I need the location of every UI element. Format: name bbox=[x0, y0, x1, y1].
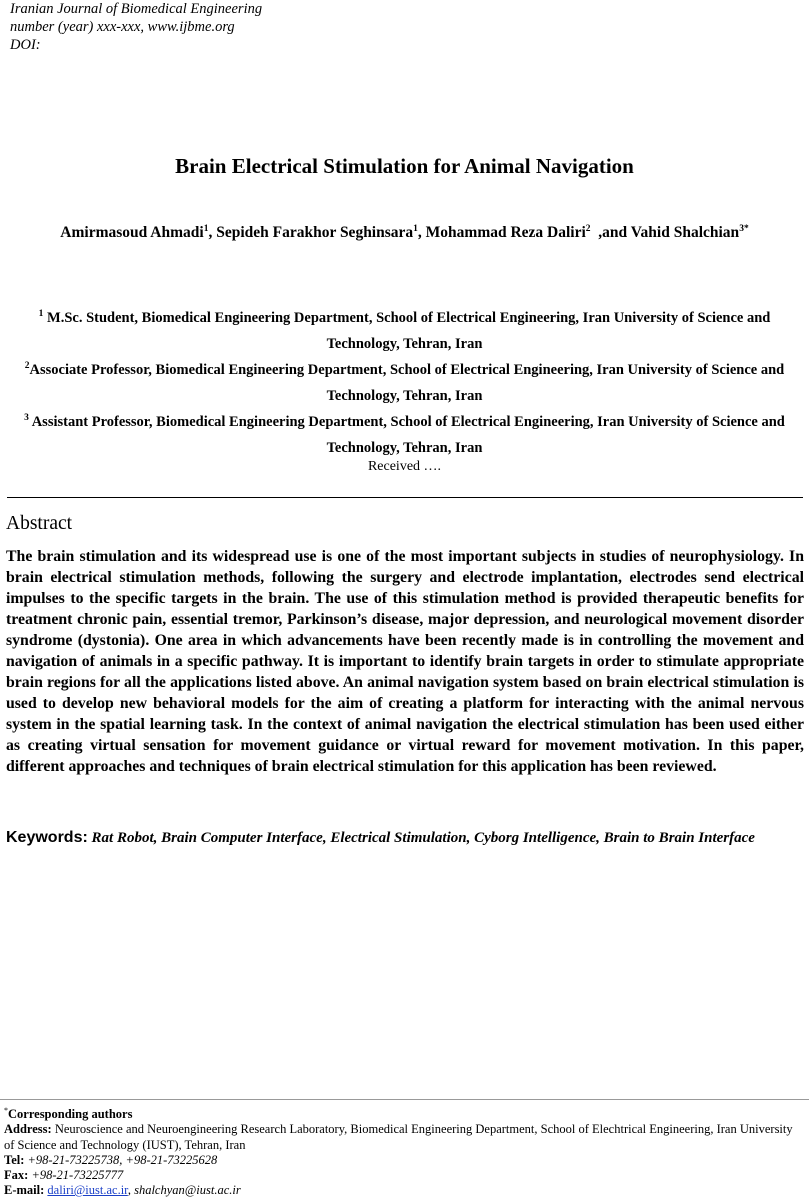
journal-issue: number (year) xxx-xxx, www.ijbme.org bbox=[10, 19, 235, 35]
author-affiliation-mark: 3* bbox=[739, 224, 749, 234]
abstract-body: The brain stimulation and its widespread use is one of the most important subjects in studies of neurophysiology. In brain electrical stimulation methods, following the surgery and electrode implantation, electrodes send electrical impulses to the specific targets in the brain. The use of this stimulation method is provided therapeutic benefits for treatment chronic pain, essential tremor, Parkinson’s disease, major depression, and neurological movement disorder syndrome (dystonia). One area in which advancements have been recently made is in controlling the movement and navigation of animals in a specific pathway. It is important to identify brain targets in order to stimulate appropriate brain regions for all the applications listed above. An animal navigation system based on brain electrical stimulation is used to develop new behavioral models for the aim of creating a platform for interacting with the animal nervous system in the spatial learning task. In the context of animal navigation the electrical stimulation has been used either as creating virtual sensation for movement guidance or virtual reward for movement motivation. In this paper, different approaches and techniques of brain electrical stimulation for this application has been reviewed. bbox=[6, 548, 804, 775]
fax-label: Fax: bbox=[4, 1167, 29, 1182]
author-affiliation-mark: 1 bbox=[203, 224, 209, 234]
abstract-heading: Abstract bbox=[6, 513, 73, 534]
corresponding-note bbox=[4, 1103, 804, 1122]
email-separator: , bbox=[127, 1183, 131, 1198]
corresponding-mark: * bbox=[4, 1106, 8, 1115]
affiliation-2 bbox=[6, 353, 803, 409]
address-text: Neuroscience and Neuroengineering Research Laboratory, Biomedical Engineering Department, School of Elechtrical Engineering, Iran University of Science and Technology (IUST), Tehran, Iran bbox=[4, 1122, 793, 1152]
corresponding-label: Corresponding authors bbox=[8, 1107, 133, 1122]
author-name: Vahid Shalchian bbox=[630, 224, 740, 242]
keywords bbox=[6, 824, 804, 852]
fax-note bbox=[4, 1168, 804, 1183]
author-separator: ,and bbox=[590, 224, 631, 242]
author-name: Sepideh Farakhor Seghinsara bbox=[216, 224, 414, 242]
author-affiliation-mark: 1 bbox=[413, 224, 418, 234]
email-label: E-mail: bbox=[4, 1183, 45, 1198]
footnote-divider bbox=[0, 1099, 809, 1100]
journal-doi: DOI: bbox=[10, 37, 41, 53]
author-separator: , bbox=[208, 224, 217, 242]
author-separator: , bbox=[417, 224, 426, 242]
author-affiliation-mark: 2 bbox=[585, 224, 591, 234]
author-name: Amirmasoud Ahmadi bbox=[60, 224, 204, 242]
tel-text: +98-21-73225738, +98-21-73225628 bbox=[27, 1152, 218, 1167]
keywords-list: Rat Robot, Brain Computer Interface, Electrical Stimulation, Cyborg Intelligence, Brain to Brain Interface bbox=[91, 830, 755, 846]
affiliation-mark: 2 bbox=[24, 361, 30, 371]
affiliation-text: Associate Professor, Biomedical Engineering Department, School of Electrical Engineering, Iran University of Science and Technology, Tehran, Iran bbox=[29, 361, 785, 404]
email-note bbox=[4, 1183, 804, 1198]
address-note bbox=[4, 1122, 804, 1152]
affiliation-3 bbox=[6, 405, 803, 461]
affiliation-text: M.Sc. Student, Biomedical Engineering Department, School of Electrical Engineering, Iran University of Science and Technology, Tehran, Iran bbox=[47, 309, 771, 352]
tel-note bbox=[4, 1153, 804, 1168]
affiliation-mark: 3 bbox=[24, 413, 29, 423]
author-name: Mohammad Reza Daliri bbox=[425, 224, 586, 242]
tel-label: Tel: bbox=[4, 1152, 25, 1167]
email-shalchyan: shalchyan@iust.ac.ir bbox=[134, 1183, 241, 1198]
address-label: Address: bbox=[4, 1122, 52, 1137]
paper-title: Brain Electrical Stimulation for Animal Navigation bbox=[175, 154, 634, 178]
email-link-daliri[interactable]: daliri@iust.ac.ir bbox=[47, 1183, 128, 1198]
section-divider bbox=[7, 497, 803, 498]
received-date: Received …. bbox=[367, 459, 442, 474]
affiliation-1 bbox=[6, 301, 803, 357]
journal-name: Iranian Journal of Biomedical Engineering bbox=[10, 1, 263, 17]
affiliation-text: Assistant Professor, Biomedical Engineering Department, School of Electrical Engineering, Iran University of Science and Technology, Tehran, Iran bbox=[31, 413, 785, 456]
fax-text: +98-21-73225777 bbox=[31, 1167, 124, 1182]
affiliation-mark: 1 bbox=[38, 309, 44, 319]
footnotes bbox=[4, 1103, 804, 1198]
author-list bbox=[0, 224, 809, 242]
keywords-label: Keywords: bbox=[6, 829, 88, 846]
journal-header bbox=[10, 0, 262, 54]
